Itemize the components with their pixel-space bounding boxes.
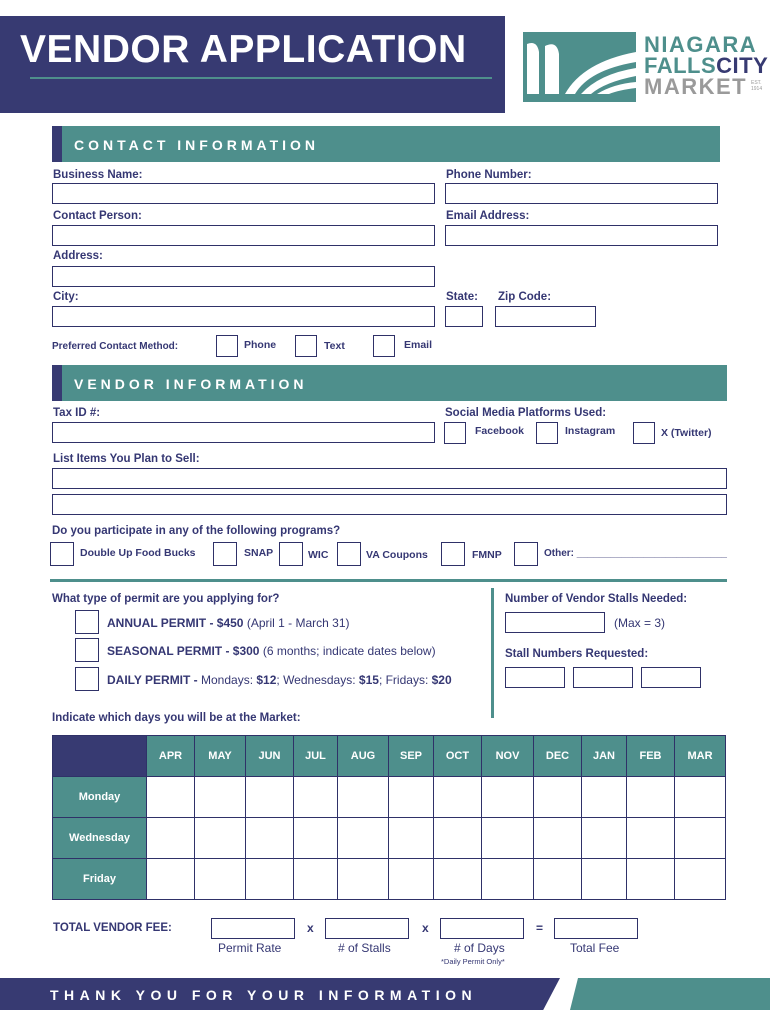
logo-est: EST. 1914 [751,80,763,92]
day-cell[interactable] [675,777,726,818]
contact-person-field[interactable] [52,225,435,246]
wic-checkbox[interactable] [279,542,303,566]
total-fee-caption: Total Fee [570,941,620,955]
column-divider [491,588,494,718]
twitter-option-label: X (Twitter) [661,427,712,439]
social-media-label: Social Media Platforms Used: [445,407,607,419]
text-checkbox[interactable] [295,335,317,357]
fmnp-checkbox[interactable] [441,542,465,566]
day-cell[interactable] [389,818,434,859]
month-header: MAY [195,736,246,777]
day-cell[interactable] [147,859,195,900]
contact-section-header [52,126,720,162]
contact-section-title: CONTACT INFORMATION [74,137,320,153]
day-row-header: Wednesday [53,818,147,859]
day-cell[interactable] [434,859,482,900]
city-field[interactable] [52,306,435,327]
instagram-option-label: Instagram [565,425,616,437]
daily-permit-title: DAILY PERMIT - [107,673,202,687]
annual-permit-note: (April 1 - March 31) [243,616,350,630]
snap-label: SNAP [244,547,274,559]
month-header: APR [147,736,195,777]
day-cell[interactable] [195,818,246,859]
phone-number-label: Phone Number: [446,169,532,181]
stalls-max-note: (Max = 3) [614,616,666,630]
day-cell[interactable] [434,818,482,859]
logo-falls: FALLS [644,53,717,78]
day-cell[interactable] [294,818,338,859]
annual-permit-checkbox[interactable] [75,610,99,634]
logo-line-3: MARKET [644,74,748,99]
page-title: VENDOR APPLICATION [20,28,467,71]
other-program-checkbox[interactable] [514,542,538,566]
logo-wordmark [644,34,768,97]
day-cell[interactable] [195,777,246,818]
table-row [53,818,726,859]
month-header: MAR [675,736,726,777]
day-row-header: Monday [53,777,147,818]
zip-code-field[interactable] [495,306,596,327]
day-cell[interactable] [482,818,534,859]
daily-wed-label: ; Wednesdays: [276,673,359,687]
day-cell[interactable] [434,777,482,818]
logo-city: CITY [716,53,769,78]
city-label: City: [53,291,79,303]
day-cell[interactable] [338,777,389,818]
multiply-sign-2: x [422,921,429,935]
daily-permit-checkbox[interactable] [75,667,99,691]
day-cell[interactable] [582,777,627,818]
total-fee-label: TOTAL VENDOR FEE: [53,922,172,934]
month-header: SEP [389,736,434,777]
day-cell[interactable] [627,777,675,818]
va-coupons-label: VA Coupons [366,549,428,561]
num-stalls-field[interactable] [325,918,409,939]
footer-text: THANK YOU FOR YOUR INFORMATION [50,987,478,1003]
address-field[interactable] [52,266,435,287]
logo-mark-icon [523,32,636,102]
snap-checkbox[interactable] [213,542,237,566]
day-cell[interactable] [675,859,726,900]
day-row-header: Friday [53,859,147,900]
day-cell[interactable] [195,859,246,900]
annual-permit-option [107,616,350,630]
day-cell[interactable] [338,859,389,900]
permit-rate-field[interactable] [211,918,295,939]
month-header: OCT [434,736,482,777]
permit-type-question: What type of permit are you applying for? [52,593,280,605]
table-header-row [53,736,726,777]
seasonal-permit-note: (6 months; indicate dates below) [259,644,436,658]
market-days-question: Indicate which days you will be at the Market: [52,712,301,724]
email-address-field[interactable] [445,225,718,246]
phone-checkbox[interactable] [216,335,238,357]
state-field[interactable] [445,306,483,327]
daily-mon-price: $12 [256,673,277,687]
email-checkbox[interactable] [373,335,395,357]
month-header: NOV [482,736,534,777]
vendor-section-title: VENDOR INFORMATION [74,376,308,392]
items-to-sell-label: List Items You Plan to Sell: [53,453,200,465]
facebook-checkbox[interactable] [444,422,466,444]
stalls-needed-label: Number of Vendor Stalls Needed: [505,593,688,605]
footer-accent [570,978,770,1010]
seasonal-permit-option [107,644,436,658]
equals-sign: = [536,921,544,935]
section-accent [52,126,62,162]
stall-numbers-label: Stall Numbers Requested: [505,648,649,660]
num-days-caption: # of Days [454,941,505,955]
table-row [53,777,726,818]
instagram-checkbox[interactable] [536,422,558,444]
day-cell[interactable] [294,777,338,818]
annual-permit-title: ANNUAL PERMIT - $450 [107,616,244,630]
multiply-sign-1: x [307,921,314,935]
business-name-label: Business Name: [53,169,143,181]
day-cell[interactable] [534,859,582,900]
double-up-label: Double Up Food Bucks [80,547,196,559]
num-days-field[interactable] [440,918,524,939]
daily-fri-label: ; Fridays: [378,673,432,687]
stall-number-field-2[interactable] [573,667,633,688]
preferred-contact-label: Preferred Contact Method: [52,341,179,352]
zip-code-label: Zip Code: [498,291,552,303]
items-to-sell-field-2[interactable] [52,494,727,515]
day-cell[interactable] [534,777,582,818]
va-coupons-checkbox[interactable] [337,542,361,566]
stalls-needed-field[interactable] [505,612,605,633]
address-label: Address: [53,250,103,262]
day-cell[interactable] [147,777,195,818]
tax-id-field[interactable] [52,422,435,443]
double-up-checkbox[interactable] [50,542,74,566]
stall-number-field-1[interactable] [505,667,565,688]
day-cell[interactable] [246,777,294,818]
seasonal-permit-title: SEASONAL PERMIT - $300 [107,644,260,658]
contact-person-label: Contact Person: [53,210,142,222]
section-divider [50,579,727,582]
day-cell[interactable] [627,859,675,900]
facebook-option-label: Facebook [475,425,525,437]
day-cell[interactable] [582,859,627,900]
phone-number-field[interactable] [445,183,718,204]
stall-number-field-3[interactable] [641,667,701,688]
market-logo [523,32,769,102]
day-cell[interactable] [627,818,675,859]
daily-mon-label: Mondays: [201,673,257,687]
daily-permit-only-note: *Daily Permit Only* [441,957,505,966]
total-fee-field[interactable] [554,918,638,939]
business-name-field[interactable] [52,183,435,204]
items-to-sell-field-1[interactable] [52,468,727,489]
day-cell[interactable] [147,818,195,859]
email-option-label: Email [404,339,433,351]
day-cell[interactable] [482,859,534,900]
table-corner [53,736,147,777]
tax-id-label: Tax ID #: [53,407,101,419]
daily-fri-price: $20 [431,673,452,687]
table-row [53,859,726,900]
vendor-section-header [52,365,727,401]
day-cell[interactable] [534,818,582,859]
logo-line-1: NIAGARA [644,32,758,57]
state-label: State: [446,291,478,303]
market-days-table [52,735,726,900]
permit-rate-caption: Permit Rate [218,941,282,955]
day-cell[interactable] [338,818,389,859]
month-header: JAN [582,736,627,777]
fmnp-label: FMNP [472,549,502,561]
month-header: JUN [246,736,294,777]
programs-question: Do you participate in any of the following programs? [52,525,341,537]
day-cell[interactable] [389,777,434,818]
day-cell[interactable] [675,818,726,859]
num-stalls-caption: # of Stalls [338,941,391,955]
email-address-label: Email Address: [446,210,530,222]
day-cell[interactable] [294,859,338,900]
other-program-label: Other: ___________________________ [544,548,727,559]
seasonal-permit-checkbox[interactable] [75,638,99,662]
logo-line-2 [644,55,768,76]
month-header: FEB [627,736,675,777]
day-cell[interactable] [246,859,294,900]
day-cell[interactable] [389,859,434,900]
text-option-label: Text [324,340,345,352]
day-cell[interactable] [482,777,534,818]
twitter-checkbox[interactable] [633,422,655,444]
phone-option-label: Phone [244,339,277,351]
daily-permit-option [107,673,452,687]
header-underline [30,77,492,79]
month-header: DEC [534,736,582,777]
day-cell[interactable] [582,818,627,859]
month-header: AUG [338,736,389,777]
month-header: JUL [294,736,338,777]
daily-wed-price: $15 [358,673,379,687]
section-accent [52,365,62,401]
wic-label: WIC [308,549,329,561]
day-cell[interactable] [246,818,294,859]
